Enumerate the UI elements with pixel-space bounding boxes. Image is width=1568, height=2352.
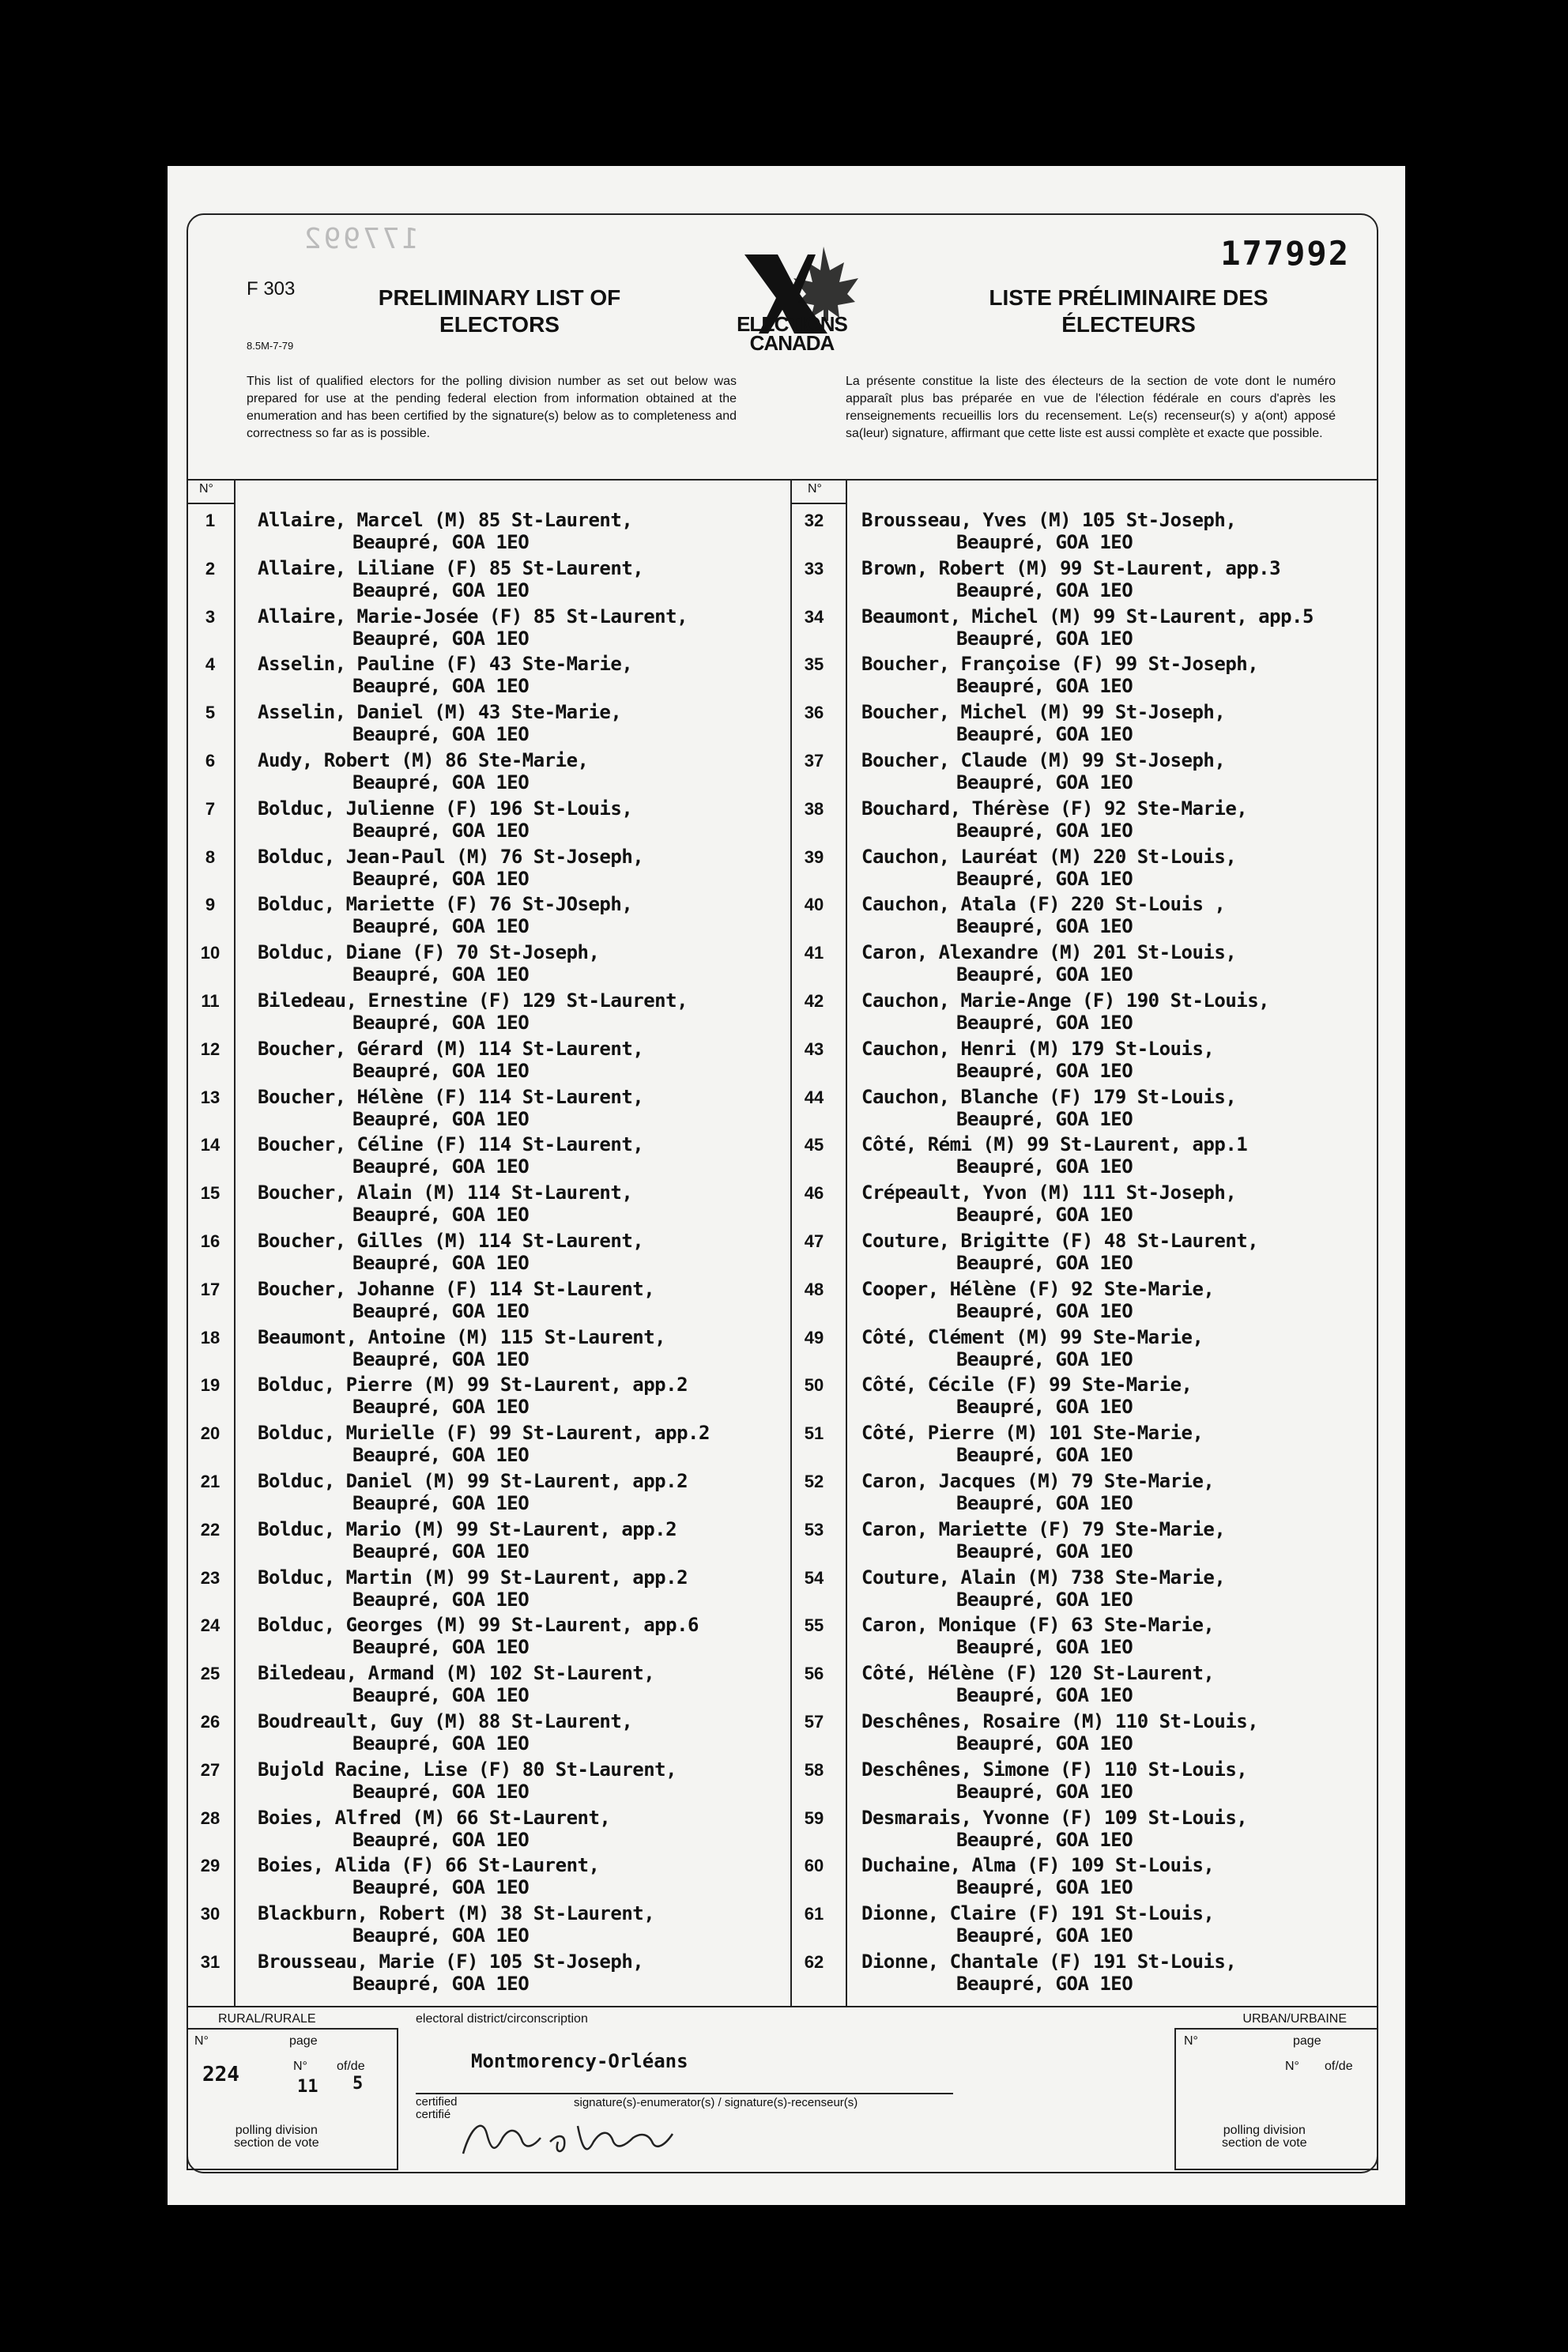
elector-number: 13	[200, 1087, 220, 1107]
elector-name-address: Boucher, Hélène (F) 114 St-Laurent,	[258, 1085, 644, 1108]
elector-name-address: Bolduc, Julienne (F) 196 St-Louis,	[258, 797, 633, 820]
elector-name-address: Allaire, Liliane (F) 85 St-Laurent,	[258, 556, 644, 579]
list-item	[790, 557, 1344, 605]
elector-locality: Beaupré, GOA 1EO	[352, 1732, 530, 1755]
elector-number: 46	[804, 1183, 824, 1204]
elector-number: 1	[205, 511, 216, 530]
urban-page-no-label: N°	[1285, 2060, 1299, 2073]
list-item	[790, 1278, 1344, 1325]
intro-english: This list of qualified electors for the polling division number as set out below was prepared for use at the pending federal election from information obtained at the enumeration and has been certified by the signature(s) below as to completeness and correctness so far as is possible.	[247, 375, 737, 440]
elector-locality: Beaupré, GOA 1EO	[352, 1828, 530, 1851]
elector-number: 37	[804, 751, 824, 771]
elector-locality: Beaupré, GOA 1EO	[352, 1684, 530, 1707]
elector-name-address: Bolduc, Diane (F) 70 St-Joseph,	[258, 941, 600, 964]
list-item	[187, 1326, 740, 1374]
elector-number: 27	[200, 1759, 220, 1780]
elector-name-address: Blackburn, Robert (M) 38 St-Laurent,	[258, 1902, 655, 1925]
list-item	[790, 1326, 1344, 1374]
elector-number: 34	[804, 606, 824, 627]
form-footer	[187, 2007, 1378, 2173]
elector-number: 42	[804, 991, 824, 1011]
elector-locality: Beaupré, GOA 1EO	[956, 1876, 1133, 1899]
list-item	[790, 1614, 1344, 1661]
elector-name-address: Crépeault, Yvon (M) 111 St-Joseph,	[861, 1182, 1237, 1204]
elector-name-address: Boies, Alida (F) 66 St-Laurent,	[258, 1854, 600, 1877]
elector-name-address: Deschênes, Rosaire (M) 110 St-Louis,	[861, 1710, 1259, 1732]
elector-name-address: Boucher, Françoise (F) 99 St-Joseph,	[861, 653, 1259, 676]
list-item	[187, 605, 740, 653]
elector-locality: Beaupré, GOA 1EO	[956, 1780, 1133, 1803]
district-label: electoral district/circonscription	[416, 2012, 588, 2026]
elector-name-address: Cauchon, Atala (F) 220 St-Louis ,	[861, 893, 1226, 916]
polling-number: 224	[202, 2063, 239, 2086]
elector-locality: Beaupré, GOA 1EO	[352, 1059, 530, 1082]
elector-name-address: Bujold Racine, Lise (F) 80 St-Laurent,	[258, 1758, 677, 1781]
elector-number: 36	[804, 703, 824, 723]
enumerator-signature	[447, 2110, 684, 2165]
faint-stamp: 177992	[302, 223, 420, 255]
elector-number: 19	[200, 1375, 220, 1396]
elector-number: 49	[804, 1327, 824, 1348]
elector-name-address: Bolduc, Martin (M) 99 St-Laurent, app.2	[258, 1566, 688, 1589]
elector-locality: Beaupré, GOA 1EO	[956, 1059, 1133, 1082]
elector-name-address: Desmarais, Yvonne (F) 109 St-Louis,	[861, 1806, 1248, 1829]
list-item	[790, 1566, 1344, 1614]
elector-locality: Beaupré, GOA 1EO	[352, 1876, 530, 1899]
logo-wordmark: ELECTIONS CANADA	[737, 312, 847, 355]
elector-number: 14	[200, 1135, 220, 1155]
elector-number: 50	[804, 1375, 824, 1396]
elector-locality: Beaupré, GOA 1EO	[352, 723, 530, 746]
elector-number: 7	[205, 798, 216, 819]
list-item	[790, 846, 1344, 893]
elector-name-address: Bolduc, Mariette (F) 76 St-JOseph,	[258, 893, 633, 916]
elector-name-address: Boucher, Gilles (M) 114 St-Laurent,	[258, 1230, 644, 1252]
form-code: 8.5M-7-79	[247, 340, 294, 352]
elector-number: 17	[200, 1279, 220, 1299]
elector-name-address: Beaumont, Michel (M) 99 St-Laurent, app.5	[861, 605, 1314, 628]
list-item	[790, 1902, 1344, 1950]
list-item	[187, 653, 740, 700]
elector-list	[187, 479, 1378, 2007]
polling-division-label-right: polling division section de vote	[1222, 2124, 1307, 2150]
elector-number: 15	[200, 1183, 220, 1204]
elector-number: 31	[200, 1952, 220, 1972]
elector-locality: Beaupré, GOA 1EO	[956, 1540, 1133, 1562]
list-item	[790, 1710, 1344, 1758]
list-item	[187, 1854, 740, 1902]
number-header-right: N°	[808, 482, 822, 496]
elector-name-address: Boucher, Michel (M) 99 St-Joseph,	[861, 701, 1226, 724]
list-item	[187, 846, 740, 893]
list-item	[187, 557, 740, 605]
elector-locality: Beaupré, GOA 1EO	[352, 1348, 530, 1370]
elector-locality: Beaupré, GOA 1EO	[352, 531, 530, 553]
elector-name-address: Boucher, Claude (M) 99 St-Joseph,	[861, 749, 1226, 771]
elector-locality: Beaupré, GOA 1EO	[956, 627, 1133, 650]
elector-number: 59	[804, 1807, 824, 1828]
elector-name-address: Biledeau, Armand (M) 102 St-Laurent,	[258, 1662, 655, 1685]
list-item	[187, 1470, 740, 1517]
list-item	[187, 941, 740, 989]
elector-name-address: Cooper, Hélène (F) 92 Ste-Marie,	[861, 1277, 1215, 1300]
elector-locality: Beaupré, GOA 1EO	[352, 1588, 530, 1611]
list-item	[790, 1758, 1344, 1806]
elector-locality: Beaupré, GOA 1EO	[352, 915, 530, 938]
elector-number: 18	[200, 1327, 220, 1348]
elector-locality: Beaupré, GOA 1EO	[956, 1492, 1133, 1514]
elector-number: 11	[201, 991, 220, 1011]
elector-number: 16	[200, 1231, 220, 1251]
urban-page-label: page	[1293, 2034, 1321, 2048]
list-item	[187, 1518, 740, 1566]
list-item	[187, 1133, 740, 1181]
elector-locality: Beaupré, GOA 1EO	[956, 1444, 1133, 1467]
elector-number: 5	[205, 703, 216, 723]
elector-number: 44	[804, 1087, 824, 1107]
elector-name-address: Cauchon, Blanche (F) 179 St-Louis,	[861, 1085, 1237, 1108]
elector-name-address: Bolduc, Pierre (M) 99 St-Laurent, app.2	[258, 1374, 688, 1396]
elector-locality: Beaupré, GOA 1EO	[352, 1396, 530, 1419]
signature-label: signature(s)-enumerator(s) / signature(s)-recenseur(s)	[574, 2096, 858, 2109]
elector-name-address: Caron, Mariette (F) 79 Ste-Marie,	[861, 1517, 1226, 1540]
elector-locality: Beaupré, GOA 1EO	[352, 579, 530, 601]
list-item	[187, 1422, 740, 1469]
elector-locality: Beaupré, GOA 1EO	[956, 723, 1133, 746]
list-item	[187, 1902, 740, 1950]
elector-number: 32	[804, 511, 824, 530]
polling-division-label-left: polling division section de vote	[234, 2124, 319, 2150]
list-item	[790, 1422, 1344, 1469]
elector-number: 4	[205, 654, 216, 675]
list-item	[790, 1086, 1344, 1133]
header-rule	[187, 503, 234, 504]
list-item	[187, 989, 740, 1037]
elector-number: 39	[804, 846, 824, 867]
elector-name-address: Bolduc, Daniel (M) 99 St-Laurent, app.2	[258, 1470, 688, 1492]
list-item	[187, 893, 740, 940]
elector-locality: Beaupré, GOA 1EO	[956, 1107, 1133, 1130]
elector-number: 8	[205, 846, 216, 867]
elector-locality: Beaupré, GOA 1EO	[956, 1636, 1133, 1659]
title-french: LISTE PRÉLIMINAIRE DES ÉLECTEURS	[989, 285, 1268, 337]
elector-locality: Beaupré, GOA 1EO	[956, 1204, 1133, 1227]
header-rule	[790, 503, 846, 504]
elector-number: 52	[804, 1472, 824, 1491]
elector-locality: Beaupré, GOA 1EO	[352, 1252, 530, 1274]
elector-name-address: Brown, Robert (M) 99 St-Laurent, app.3	[861, 556, 1281, 579]
elector-locality: Beaupré, GOA 1EO	[956, 1588, 1133, 1611]
elector-name-address: Côté, Clément (M) 99 Ste-Marie,	[861, 1325, 1204, 1348]
elector-locality: Beaupré, GOA 1EO	[352, 627, 530, 650]
elector-number: 12	[200, 1038, 220, 1059]
elector-name-address: Duchaine, Alma (F) 109 St-Louis,	[861, 1854, 1215, 1877]
list-item	[187, 1182, 740, 1229]
elector-number: 60	[804, 1856, 824, 1876]
elector-locality: Beaupré, GOA 1EO	[352, 819, 530, 842]
elector-name-address: Boies, Alfred (M) 66 St-Laurent,	[258, 1806, 611, 1829]
elector-name-address: Côté, Hélène (F) 120 St-Laurent,	[861, 1662, 1215, 1685]
page-number: 11	[297, 2077, 318, 2097]
elector-name-address: Biledeau, Ernestine (F) 129 St-Laurent,	[258, 989, 688, 1012]
list-item	[790, 1951, 1344, 1998]
elector-locality: Beaupré, GOA 1EO	[956, 1684, 1133, 1707]
elector-name-address: Boudreault, Guy (M) 88 St-Laurent,	[258, 1710, 633, 1732]
list-item	[790, 1133, 1344, 1181]
elector-number: 23	[200, 1567, 220, 1588]
list-item	[790, 989, 1344, 1037]
number-header-left: N°	[199, 482, 213, 496]
elector-name-address: Allaire, Marie-Josée (F) 85 St-Laurent,	[258, 605, 688, 628]
list-item	[790, 893, 1344, 940]
elector-name-address: Caron, Alexandre (M) 201 St-Louis,	[861, 941, 1237, 964]
elector-name-address: Couture, Brigitte (F) 48 St-Laurent,	[861, 1230, 1259, 1252]
elector-locality: Beaupré, GOA 1EO	[956, 531, 1133, 553]
list-item	[187, 1566, 740, 1614]
elector-number: 41	[804, 943, 824, 963]
list-item	[187, 1662, 740, 1709]
list-item	[187, 1758, 740, 1806]
list-item	[790, 1518, 1344, 1566]
elector-name-address: Dionne, Claire (F) 191 St-Louis,	[861, 1902, 1215, 1925]
district-value: Montmorency-Orléans	[471, 2050, 688, 2072]
elector-number: 29	[200, 1856, 220, 1876]
elector-number: 48	[804, 1279, 824, 1299]
list-item	[187, 749, 740, 797]
list-item	[187, 797, 740, 845]
elector-number: 55	[804, 1615, 824, 1636]
elector-locality: Beaupré, GOA 1EO	[956, 771, 1133, 793]
elector-locality: Beaupré, GOA 1EO	[352, 963, 530, 986]
elector-name-address: Boucher, Alain (M) 114 St-Laurent,	[258, 1182, 633, 1204]
elector-number: 62	[804, 1952, 824, 1972]
elector-locality: Beaupré, GOA 1EO	[352, 1012, 530, 1034]
elector-number: 40	[804, 895, 824, 915]
list-item	[790, 701, 1344, 748]
list-item	[187, 1951, 740, 1998]
elector-number: 38	[804, 798, 824, 819]
list-item	[187, 701, 740, 748]
rural-page-label: page	[289, 2034, 318, 2048]
signature-line	[416, 2093, 953, 2094]
elector-locality: Beaupré, GOA 1EO	[352, 1924, 530, 1947]
elector-locality: Beaupré, GOA 1EO	[956, 819, 1133, 842]
serial-number: 177992	[1220, 234, 1350, 273]
elector-number: 53	[804, 1519, 824, 1540]
elector-name-address: Dionne, Chantale (F) 191 St-Louis,	[861, 1951, 1237, 1973]
list-item	[790, 1374, 1344, 1421]
elector-name-address: Côté, Rémi (M) 99 St-Laurent, app.1	[861, 1133, 1248, 1156]
elector-locality: Beaupré, GOA 1EO	[956, 1348, 1133, 1370]
elector-locality: Beaupré, GOA 1EO	[352, 1107, 530, 1130]
elector-number: 33	[804, 558, 824, 579]
list-item	[790, 1662, 1344, 1709]
elector-number: 45	[804, 1135, 824, 1155]
list-item	[790, 1807, 1344, 1854]
list-item	[187, 1038, 740, 1085]
elector-number: 43	[804, 1038, 824, 1059]
list-item	[790, 941, 1344, 989]
list-item	[187, 1710, 740, 1758]
elector-name-address: Caron, Jacques (M) 79 Ste-Marie,	[861, 1470, 1215, 1492]
elector-name-address: Côté, Cécile (F) 99 Ste-Marie,	[861, 1374, 1193, 1396]
elector-name-address: Cauchon, Henri (M) 179 St-Louis,	[861, 1037, 1215, 1060]
elector-locality: Beaupré, GOA 1EO	[956, 579, 1133, 601]
elector-number: 21	[200, 1472, 220, 1491]
elector-name-address: Bouchard, Thérèse (F) 92 Ste-Marie,	[861, 797, 1248, 820]
elector-locality: Beaupré, GOA 1EO	[956, 1012, 1133, 1034]
list-item	[790, 653, 1344, 700]
elector-number: 25	[200, 1664, 220, 1684]
urban-of-label: of/de	[1325, 2060, 1353, 2073]
rural-of-label: of/de	[337, 2060, 365, 2073]
elector-name-address: Boucher, Céline (F) 114 St-Laurent,	[258, 1133, 644, 1156]
elector-locality: Beaupré, GOA 1EO	[352, 867, 530, 890]
elector-locality: Beaupré, GOA 1EO	[956, 1924, 1133, 1947]
elector-locality: Beaupré, GOA 1EO	[352, 1780, 530, 1803]
elector-locality: Beaupré, GOA 1EO	[956, 915, 1133, 938]
list-item	[790, 605, 1344, 653]
elector-locality: Beaupré, GOA 1EO	[956, 1396, 1133, 1419]
signature-text: Hélène Ducrux	[566, 2164, 571, 2165]
elector-name-address: Deschênes, Simone (F) 110 St-Louis,	[861, 1758, 1248, 1781]
elector-name-address: Boucher, Johanne (F) 114 St-Laurent,	[258, 1277, 655, 1300]
intro-french: La présente constitue la liste des électeurs de la section de vote dont le numéro apparaît plus bas préparée en vue de l'élection fédérale en cours d'après les renseignements recueillis lors du recensement. Le(s) recenseur(s) y a(ont) apposé sa(leur) signature, affirmant que cette liste est aussi complète et exacte que possible.	[846, 375, 1336, 440]
elector-number: 30	[200, 1904, 220, 1924]
elector-locality: Beaupré, GOA 1EO	[956, 1299, 1133, 1322]
elector-number: 61	[804, 1904, 824, 1924]
elector-number: 22	[200, 1519, 220, 1540]
elector-name-address: Bolduc, Georges (M) 99 St-Laurent, app.6	[258, 1614, 699, 1637]
elector-locality: Beaupré, GOA 1EO	[956, 1732, 1133, 1755]
elector-locality: Beaupré, GOA 1EO	[352, 771, 530, 793]
list-item	[187, 1086, 740, 1133]
list-item	[187, 1230, 740, 1277]
elector-name-address: Asselin, Pauline (F) 43 Ste-Marie,	[258, 653, 633, 676]
elector-number: 58	[804, 1759, 824, 1780]
list-item	[790, 1182, 1344, 1229]
list-item	[187, 1807, 740, 1854]
elector-locality: Beaupré, GOA 1EO	[352, 1444, 530, 1467]
elector-name-address: Allaire, Marcel (M) 85 St-Laurent,	[258, 509, 633, 531]
elector-locality: Beaupré, GOA 1EO	[956, 1252, 1133, 1274]
form-number: F 303	[247, 278, 296, 300]
rural-label: RURAL/RURALE	[218, 2012, 316, 2026]
elector-locality: Beaupré, GOA 1EO	[956, 867, 1133, 890]
elector-locality: Beaupré, GOA 1EO	[352, 1973, 530, 1995]
elector-number: 9	[205, 895, 216, 915]
rural-page-no-label: N°	[293, 2060, 307, 2073]
elector-number: 10	[200, 943, 220, 963]
elector-locality: Beaupré, GOA 1EO	[956, 963, 1133, 986]
elector-number: 28	[200, 1807, 220, 1828]
elector-name-address: Brousseau, Yves (M) 105 St-Joseph,	[861, 509, 1237, 531]
elector-locality: Beaupré, GOA 1EO	[352, 1155, 530, 1178]
elector-name-address: Bolduc, Murielle (F) 99 St-Laurent, app.2	[258, 1422, 710, 1445]
elector-number: 51	[804, 1423, 824, 1444]
elector-number: 20	[200, 1423, 220, 1444]
list-item	[790, 749, 1344, 797]
elector-locality: Beaupré, GOA 1EO	[956, 1973, 1133, 1995]
elector-locality: Beaupré, GOA 1EO	[352, 1540, 530, 1562]
list-item	[187, 509, 740, 556]
rural-no-label: N°	[194, 2034, 209, 2048]
elector-name-address: Boucher, Gérard (M) 114 St-Laurent,	[258, 1037, 644, 1060]
document-sheet	[168, 166, 1405, 2205]
list-item	[790, 1038, 1344, 1085]
elector-number: 2	[205, 558, 216, 579]
elector-number: 57	[804, 1712, 824, 1732]
list-item	[187, 1614, 740, 1661]
elector-number: 3	[205, 606, 216, 627]
elector-name-address: Brousseau, Marie (F) 105 St-Joseph,	[258, 1951, 644, 1973]
elector-number: 56	[804, 1664, 824, 1684]
list-item	[187, 1374, 740, 1421]
elector-locality: Beaupré, GOA 1EO	[352, 1204, 530, 1227]
urban-label: URBAN/URBAINE	[1242, 2012, 1347, 2026]
elector-number: 24	[200, 1615, 220, 1636]
list-item	[790, 1854, 1344, 1902]
elector-name-address: Audy, Robert (M) 86 Ste-Marie,	[258, 749, 589, 771]
list-item	[187, 1278, 740, 1325]
elector-name-address: Caron, Monique (F) 63 Ste-Marie,	[861, 1614, 1215, 1637]
elector-locality: Beaupré, GOA 1EO	[956, 1828, 1133, 1851]
elector-locality: Beaupré, GOA 1EO	[352, 1636, 530, 1659]
title-english: PRELIMINARY LIST OF ELECTORS	[378, 285, 621, 337]
elector-locality: Beaupré, GOA 1EO	[352, 1299, 530, 1322]
list-item	[790, 1470, 1344, 1517]
elector-name-address: Cauchon, Lauréat (M) 220 St-Louis,	[861, 845, 1237, 868]
elector-number: 6	[205, 751, 216, 771]
elector-locality: Beaupré, GOA 1EO	[956, 1155, 1133, 1178]
elector-name-address: Côté, Pierre (M) 101 Ste-Marie,	[861, 1422, 1204, 1445]
elector-name-address: Couture, Alain (M) 738 Ste-Marie,	[861, 1566, 1226, 1589]
elector-locality: Beaupré, GOA 1EO	[352, 1492, 530, 1514]
list-item	[790, 509, 1344, 556]
list-item	[790, 797, 1344, 845]
elector-name-address: Cauchon, Marie-Ange (F) 190 St-Louis,	[861, 989, 1270, 1012]
elector-locality: Beaupré, GOA 1EO	[352, 675, 530, 698]
elector-number: 35	[804, 654, 824, 675]
elector-name-address: Bolduc, Jean-Paul (M) 76 St-Joseph,	[258, 845, 644, 868]
certified-label: certified certifié	[416, 2095, 458, 2121]
urban-no-label: N°	[1184, 2034, 1198, 2048]
elector-locality: Beaupré, GOA 1EO	[956, 675, 1133, 698]
elector-name-address: Asselin, Daniel (M) 43 Ste-Marie,	[258, 701, 622, 724]
page-of: 5	[352, 2074, 364, 2094]
elector-number: 54	[804, 1567, 824, 1588]
elector-number: 26	[200, 1712, 220, 1732]
elector-name-address: Beaumont, Antoine (M) 115 St-Laurent,	[258, 1325, 666, 1348]
elector-name-address: Bolduc, Mario (M) 99 St-Laurent, app.2	[258, 1517, 677, 1540]
elector-number: 47	[804, 1231, 824, 1251]
list-item	[790, 1230, 1344, 1277]
